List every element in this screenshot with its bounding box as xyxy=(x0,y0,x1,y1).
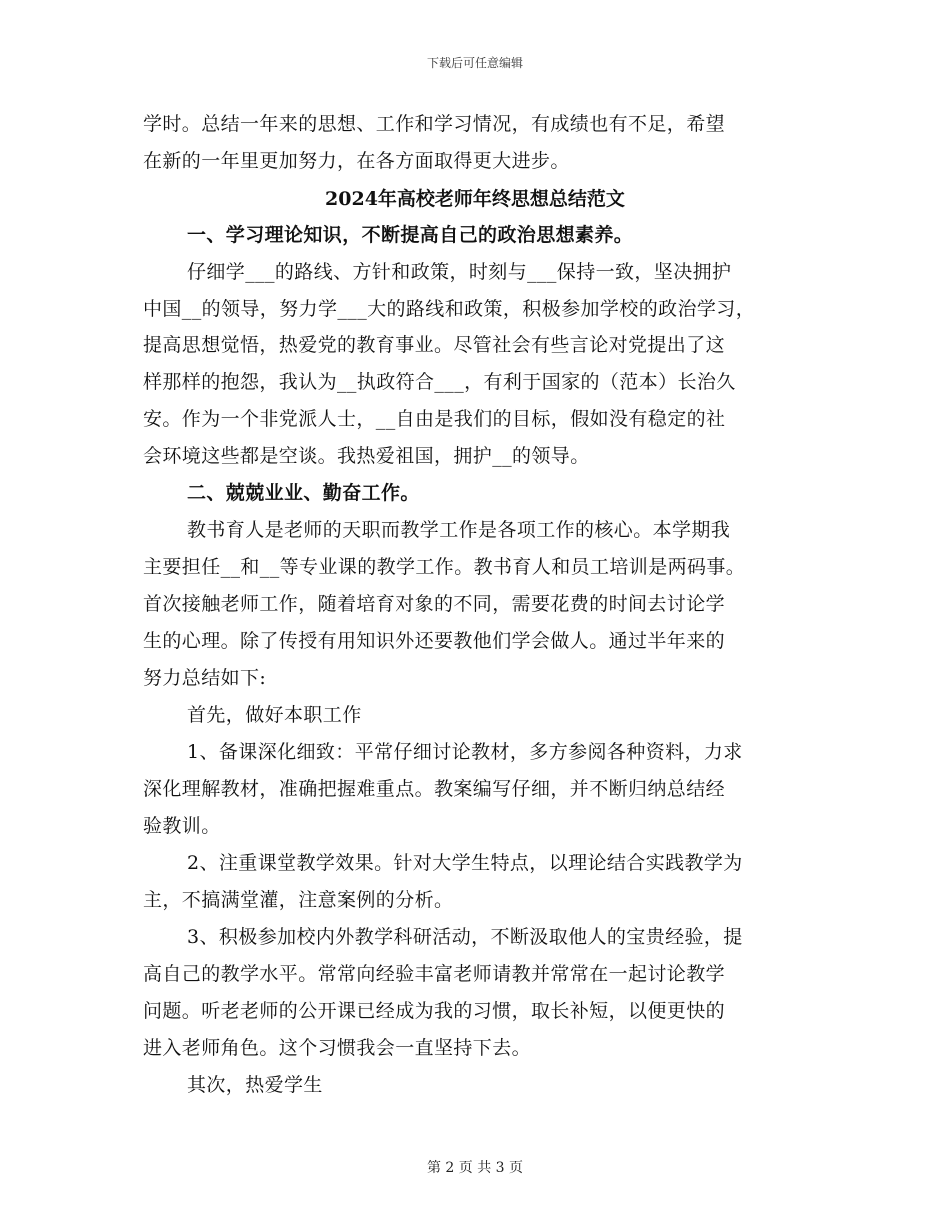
paragraph-line: 生的心理。除了传授有用知识外还要教他们学会做人。通过半年来的 xyxy=(143,630,726,652)
paragraph-line: 样那样的抱怨，我认为__执政符合___，有利于国家的（范本）长治久 xyxy=(143,371,736,393)
intro-line: 在新的一年里更加努力，在各方面取得更大进步。 xyxy=(143,150,570,172)
document-title: 2024年高校老师年终思想总结范文 xyxy=(325,188,625,210)
list-item-3-line: 高自己的教学水平。常常向经验丰富老师请教并常常在一起讨论教学 xyxy=(143,963,726,985)
list-item-1-line: 验教训。 xyxy=(143,815,221,837)
paragraph-line: 主要担任__和__等专业课的教学工作。教书育人和员工培训是两码事。 xyxy=(143,556,746,578)
paragraph-line: 中国__的领导，努力学___大的路线和政策，积极参加学校的政治学习， xyxy=(143,298,756,320)
paragraph-line: 提高思想觉悟，热爱党的教育事业。尽管社会有些言论对党提出了这 xyxy=(143,334,726,356)
paragraph-line: 教书育人是老师的天职而教学工作是各项工作的核心。本学期我 xyxy=(187,519,731,541)
page-number: 第 2 页 共 3 页 xyxy=(426,1160,524,1176)
page-header-note: 下载后可任意编辑 xyxy=(426,56,523,70)
paragraph-line: 会环境这些都是空谈。我热爱祖国，拥护__的领导。 xyxy=(143,445,590,467)
paragraph-line: 首次接触老师工作，随着培育对象的不同，需要花费的时间去讨论学 xyxy=(143,593,726,615)
list-item-1-line: 1、备课深化细致：平常仔细讨论教材，多方参阅各种资料，力求 xyxy=(187,741,743,763)
subheading-second: 其次，热爱学生 xyxy=(187,1074,323,1096)
section-heading-2: 二、兢兢业业、勤奋工作。 xyxy=(187,482,420,504)
subheading-first: 首先，做好本职工作 xyxy=(187,704,362,726)
list-item-3-line: 进入老师角色。这个习惯我会一直坚持下去。 xyxy=(143,1037,532,1059)
paragraph-line: 仔细学___的路线、方针和政策，时刻与___保持一致，坚决拥护 xyxy=(187,261,732,283)
list-item-2-line: 2、注重课堂教学效果。针对大学生特点，以理论结合实践教学为 xyxy=(187,852,743,874)
paragraph-line: 努力总结如下: xyxy=(143,667,267,689)
list-item-3-line: 问题。听老老师的公开课已经成为我的习惯，取长补短，以便更快的 xyxy=(143,1000,726,1022)
list-item-1-line: 深化理解教材，准确把握难重点。教案编写仔细，并不断归纳总结经 xyxy=(143,778,726,800)
list-item-3-line: 3、积极参加校内外教学科研活动，不断汲取他人的宝贵经验，提 xyxy=(187,926,743,948)
intro-line: 学时。总结一年来的思想、工作和学习情况，有成绩也有不足，希望 xyxy=(143,113,726,135)
section-heading-1: 一、学习理论知识，不断提高自己的政治思想素养。 xyxy=(187,224,634,246)
paragraph-line: 安。作为一个非党派人士，__自由是我们的目标，假如没有稳定的社 xyxy=(143,408,726,430)
list-item-2-line: 主，不搞满堂灌，注意案例的分析。 xyxy=(143,889,454,911)
